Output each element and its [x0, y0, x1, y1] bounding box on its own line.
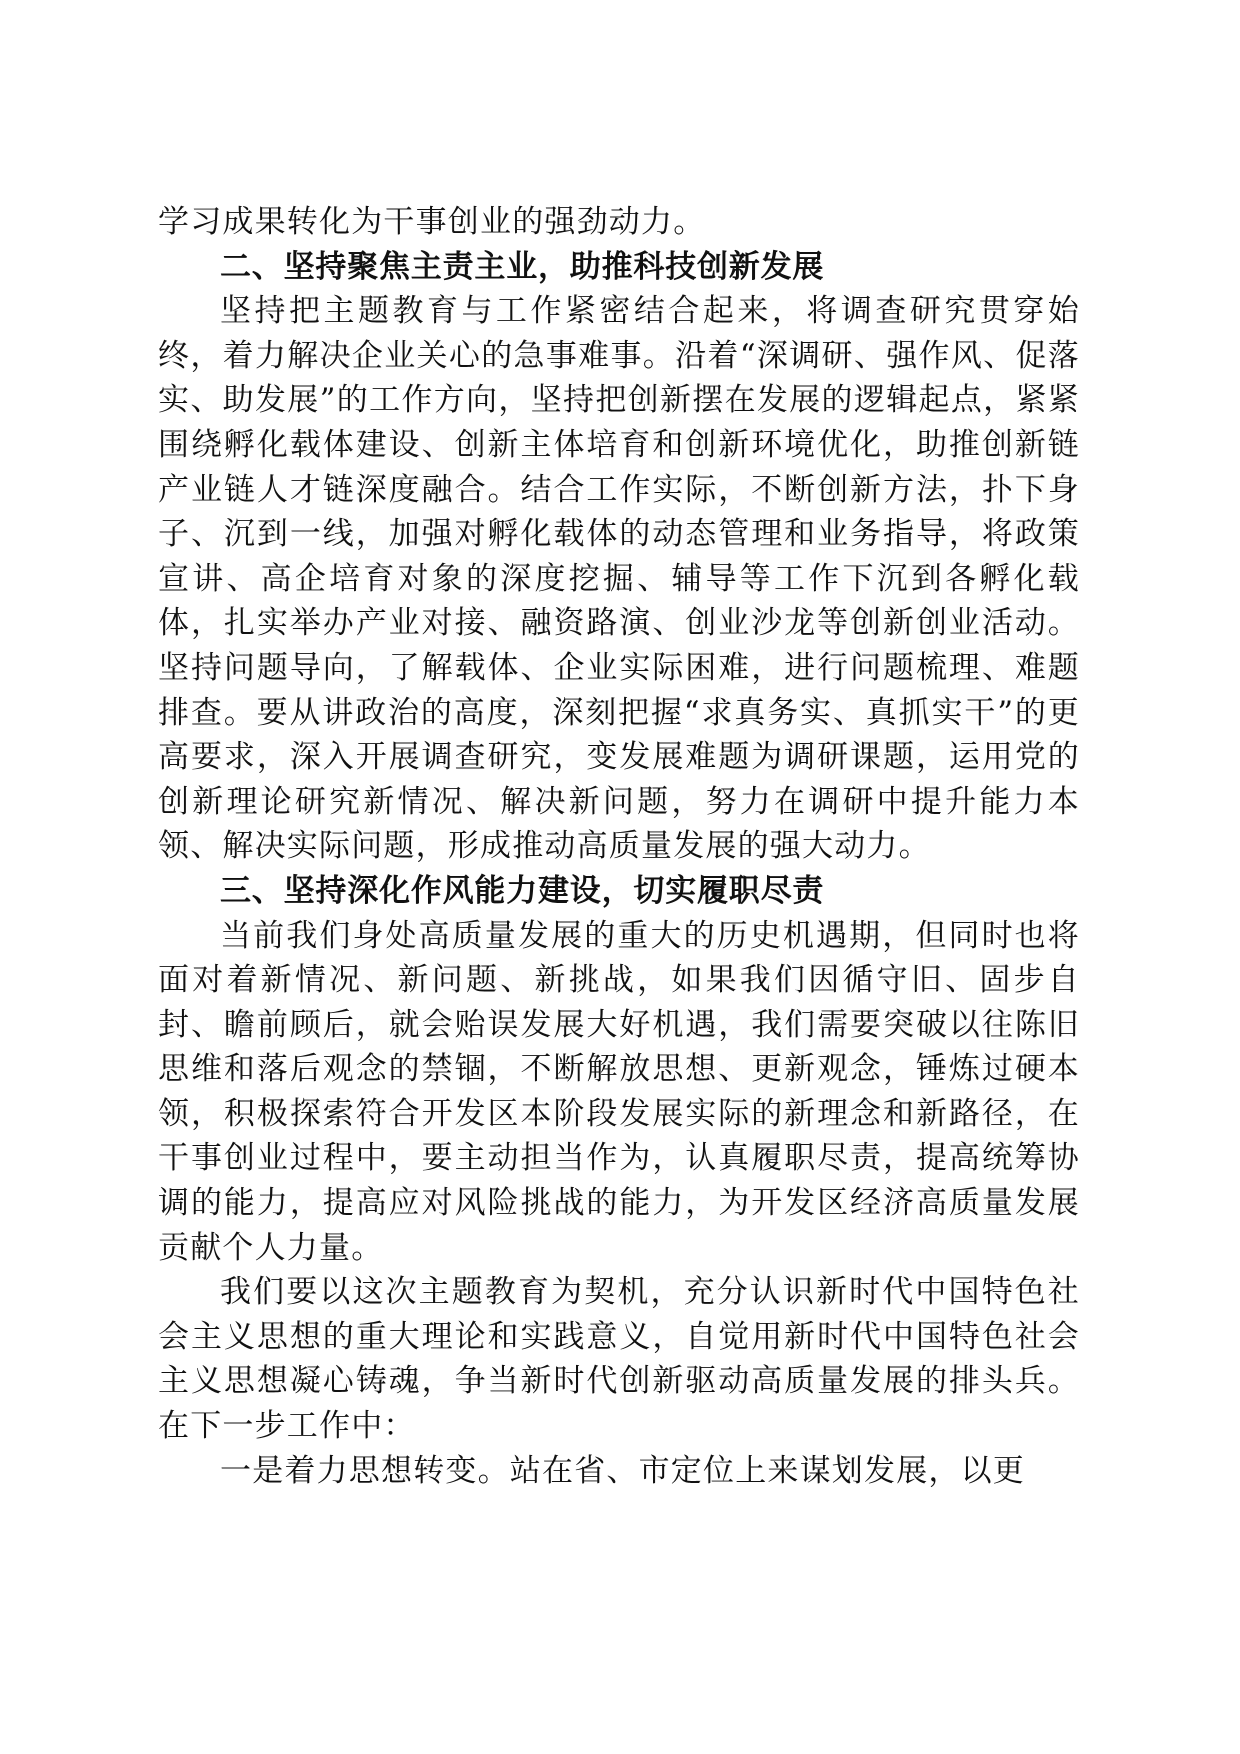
document-body — [158, 200, 1080, 1493]
paragraph-first-point: 一是着力思想转变。站在省、市定位上来谋划发展，以更 — [220, 1452, 1025, 1489]
paragraph-theme-education: 我们要以这次主题教育为契机，充分认识新时代中国特色社会主义思想的重大理论和实践意义，自觉用新时代中国特色社会主义思想凝心铸魂，争当新时代创新驱动高质量发展的排头兵。在下一步工作中： — [158, 1274, 1080, 1445]
section-heading-3: 三、坚持深化作风能力建设，切实履职尽责 — [220, 872, 825, 909]
section-heading-2: 二、坚持聚焦主责主业，助推科技创新发展 — [220, 248, 825, 285]
paragraph-continued: 学习成果转化为干事创业的强劲动力。 — [158, 204, 706, 240]
paragraph-innovation: 坚持把主题教育与工作紧密结合起来，将调查研究贯穿始终，着力解决企业关心的急事难事。沿着“深调研、强作风、促落实、助发展”的工作方向，坚持把创新摆在发展的逻辑起点，紧紧围绕孵化载体建设、创新主体培育和创新环境优化，助推创新链产业链人才链深度融合。结合工作实际，不断创新方法，扑下身子、沉到一线，加强对孵化载体的动态管理和业务指导，将政策宣讲、高企培育对象的深度挖掘、辅导等工作下沉到各孵化载体，扎实举办产业对接、融资路演、创业沙龙等创新创业活动。坚持问题导向，了解载体、企业实际困难，进行问题梳理、难题排查。要从讲政治的高度，深刻把握“求真务实、真抓实干”的更高要求，深入开展调查研究，变发展难题为调研课题，运用党的创新理论研究新情况、解决新问题，努力在调研中提升能力本领、解决实际问题，形成推动高质量发展的强大动力。 — [158, 293, 1080, 865]
paragraph-work-style: 当前我们身处高质量发展的重大的历史机遇期，但同时也将面对着新情况、新问题、新挑战，如果我们因循守旧、固步自封、瞻前顾后，就会贻误发展大好机遇，我们需要突破以往陈旧思维和落后观念的禁锢，不断解放思想、更新观念，锤炼过硬本领，积极探索符合开发区本阶段发展实际的新理念和新路径，在干事创业过程中，要主动担当作为，认真履职尽责，提高统筹协调的能力，提高应对风险挑战的能力，为开发区经济高质量发展贡献个人力量。 — [158, 917, 1080, 1266]
